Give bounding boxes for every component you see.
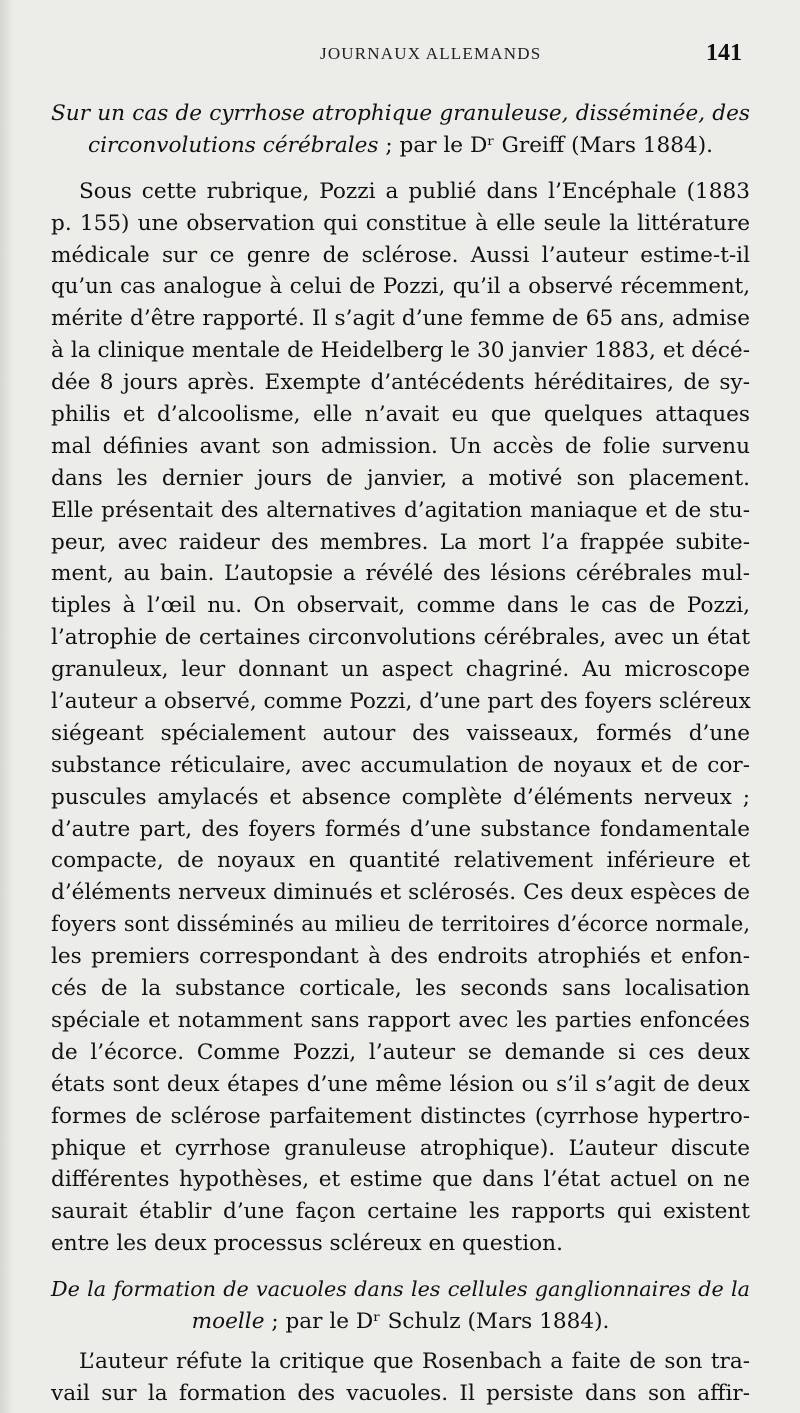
article-2 (51, 1274, 750, 1410)
article-title-line: moelle ; par le Dʳ Schulz (Mars 1884). (191, 1308, 610, 1334)
text-line: qu’un cas analogue à celui de Pozzi, qu’il a observé récemment, (51, 274, 750, 300)
text-line: à la clinique mentale de Heidelberg le 30 janvier 1883, et décé- (51, 338, 750, 364)
article-1 (51, 98, 750, 1260)
text-line: entre les deux processus scléreux en question. (51, 1231, 563, 1257)
text-line: Elle présentait des alternatives d’agitation maniaque et de stu- (51, 497, 750, 523)
text-line: dée 8 jours après. Exempte d’antécédents héréditaires, de sy- (51, 370, 750, 396)
text-line: Sous cette rubrique, Pozzi a publié dans l’Encéphale (1883 (79, 178, 750, 204)
text-line: substance réticulaire, avec accumulation de noyaux et de cor- (51, 752, 750, 778)
text-line: p. 155) une observation qui constitue à elle seule la littérature (51, 210, 750, 236)
text-line: l’auteur a observé, comme Pozzi, d’une part des foyers scléreux (51, 689, 751, 715)
text-line: médicale sur ce genre de sclérose. Aussi l’auteur estime-t-il (51, 242, 750, 268)
text-line: saurait établir d’une façon certaine les rapports qui existent (51, 1199, 750, 1225)
text-line: mérite d’être rapporté. Il s’agit d’une femme de 65 ans, admise (51, 306, 750, 332)
text-line: d’éléments nerveux diminués et sclérosés. Ces deux espèces de (51, 880, 750, 906)
text-line: états sont deux étapes d’une même lésion ou s’il s’agit de deux (51, 1071, 750, 1097)
text-line: tiples à l’œil nu. On observait, comme dans le cas de Pozzi, (51, 593, 750, 619)
article-body (51, 176, 750, 1260)
page-edge-shadow (0, 0, 14, 1413)
running-head: JOURNAUX ALLEMANDS (320, 44, 542, 63)
text-line: compacte, de noyaux en quantité relativement inférieure et (51, 848, 750, 874)
text-line: les premiers correspondant à des endroits atrophiés et enfon- (51, 944, 750, 970)
page-content (51, 98, 750, 1410)
text-line: l’atrophie de certaines circonvolutions cérébrales, avec un état (51, 625, 750, 651)
text-line: dans les dernier jours de janvier, a motivé son placement. (51, 465, 750, 491)
text-line: phique et cyrrhose granuleuse atrophique). L’auteur discute (51, 1135, 750, 1161)
article-body (51, 1346, 750, 1410)
text-line: L’auteur réfute la critique que Rosenbach a faite de son tra- (79, 1348, 750, 1374)
article-title-line: Sur un cas de cyrrhose atrophique granuleuse, disséminée, des (51, 101, 750, 126)
text-line: différentes hypothèses, et estime que dans l’état actuel on ne (51, 1167, 750, 1193)
text-line: mal définies avant son admission. Un accès de folie survenu (51, 433, 750, 459)
text-line: granuleux, leur donnant un aspect chagriné. Au microscope (51, 657, 750, 683)
text-line: peur, avec raideur des membres. La mort l’a frappée subite- (51, 529, 750, 555)
page-number: 141 (706, 40, 742, 66)
text-line: philis et d’alcoolisme, elle n’avait eu que quelques attaques (51, 402, 750, 428)
text-line: de l’écorce. Comme Pozzi, l’auteur se demande si ces deux (51, 1039, 750, 1065)
text-line: formes de sclérose parfaitement distinctes (cyrrhose hypertro- (51, 1103, 750, 1129)
article-title-line: De la formation de vacuoles dans les cellules ganglionnaires de la (51, 1277, 750, 1302)
text-line: cés de la substance corticale, les seconds sans localisation (51, 976, 750, 1002)
article-title-line: circonvolutions cérébrales ; par le Dʳ Greiff (Mars 1884). (87, 132, 714, 158)
text-line: puscules amylacés et absence complète d’éléments nerveux ; (51, 784, 750, 810)
text-line: ment, au bain. L’autopsie a révélé des lésions cérébrales mul- (51, 561, 750, 587)
text-line: d’autre part, des foyers formés d’une substance fondamentale (51, 816, 750, 842)
text-line: siégeant spécialement autour des vaisseaux, formés d’une (51, 720, 750, 746)
page-header (50, 40, 750, 70)
text-line: foyers sont disséminés au milieu de territoires d’écorce normale, (51, 912, 750, 937)
text-line: spéciale et notamment sans rapport avec les parties enfoncées (51, 1007, 750, 1033)
text-line: vail sur la formation des vacuoles. Il persiste dans son affir- (51, 1380, 750, 1406)
